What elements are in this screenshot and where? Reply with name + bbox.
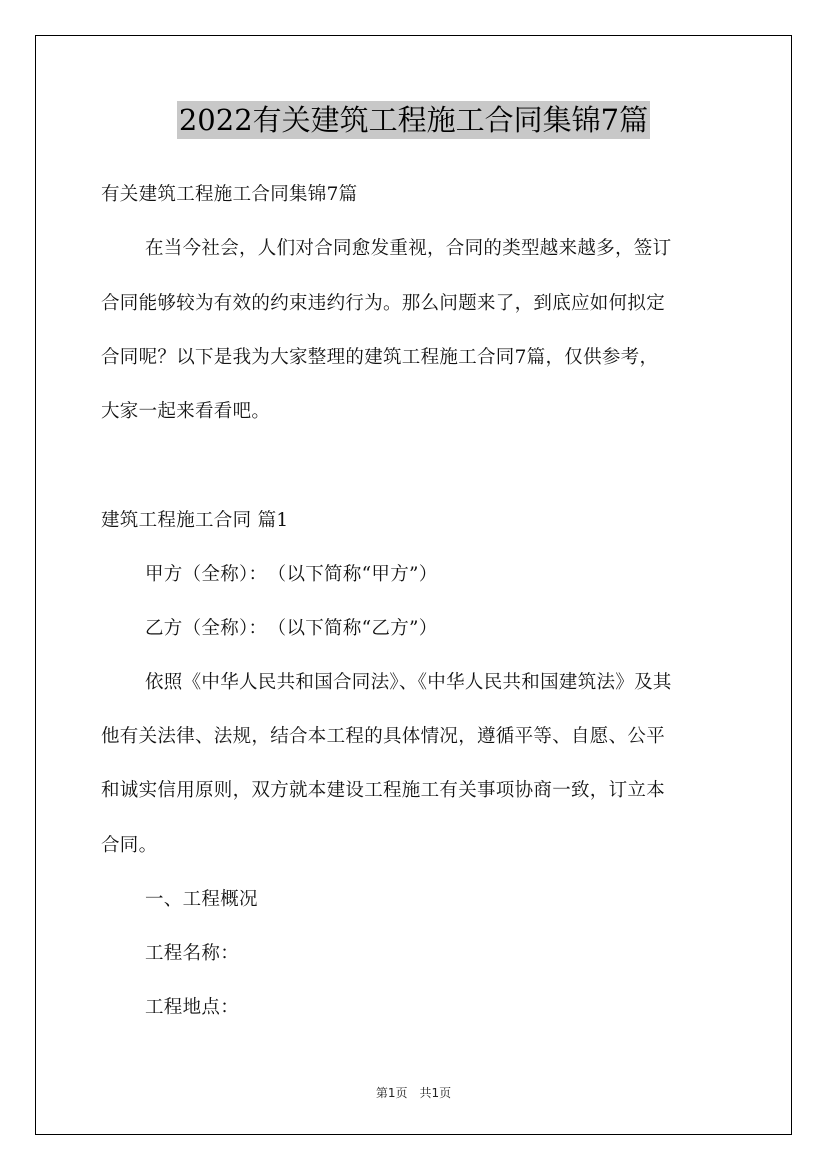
clause-heading: 一、工程概况	[145, 889, 258, 910]
intro-line-4: 大家一起来看看吧。	[101, 401, 271, 422]
intro-line-1: 在当今社会，人们对合同愈发重视，合同的类型越来越多，签订	[145, 238, 672, 259]
party-a-line: 甲方（全称）： （以下简称“甲方”）	[145, 564, 438, 585]
intro-line-3: 合同呢？以下是我为大家整理的建筑工程施工合同7篇，仅供参考，	[101, 347, 659, 368]
basis-line-4: 合同。	[101, 835, 158, 856]
page-footer: 第1页 共1页	[375, 1086, 452, 1100]
project-location-line: 工程地点：	[145, 997, 240, 1018]
section-heading: 建筑工程施工合同 篇1	[101, 510, 289, 531]
basis-line-2: 他有关法律、法规，结合本工程的具体情况，遵循平等、自愿、公平	[101, 726, 666, 747]
title-text: 2022有关建筑工程施工合同集锦7篇	[178, 103, 649, 137]
subtitle: 有关建筑工程施工合同集锦7篇	[101, 184, 358, 205]
party-b-line: 乙方（全称）： （以下简称“乙方”）	[145, 618, 438, 639]
basis-line-3: 和诚实信用原则，双方就本建设工程施工有关事项协商一致，订立本	[101, 780, 666, 801]
basis-line-1: 依照《中华人民共和国合同法》、《中华人民共和国建筑法》及其	[145, 672, 672, 693]
project-name-line: 工程名称：	[145, 943, 240, 964]
intro-line-2: 合同能够较为有效的约束违约行为。那么问题来了，到底应如何拟定	[101, 293, 666, 314]
document-title	[0, 98, 827, 139]
